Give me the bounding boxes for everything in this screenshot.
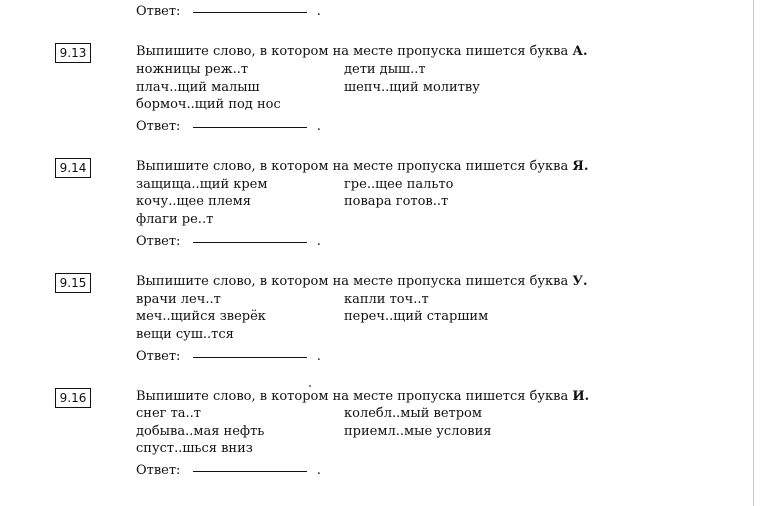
- word-option: снег та..т: [136, 406, 201, 421]
- question-letter: А.: [572, 44, 588, 59]
- word-option: приемл..мые условия: [344, 424, 492, 439]
- word-option: защища..щий крем: [136, 177, 268, 192]
- word-option: переч..щий старшим: [344, 309, 489, 324]
- answer-label: Ответ:: [136, 119, 181, 134]
- answer-row: [136, 233, 321, 251]
- answer-label: Ответ:: [136, 4, 181, 19]
- answer-blank[interactable]: [193, 242, 307, 243]
- question-letter: Я.: [572, 159, 589, 174]
- answer-end: .: [316, 234, 321, 249]
- question-text: Выпишите слово, в котором на месте пропуска пишется буква: [136, 44, 569, 59]
- task-question: [136, 43, 588, 61]
- answer-end: .: [316, 463, 321, 478]
- task-question: [136, 388, 589, 406]
- question-text: Выпишите слово, в котором на месте пропуска пишется буква: [136, 159, 569, 174]
- word-option: бормоч..щий под нос: [136, 97, 281, 112]
- word-option: врачи леч..т: [136, 292, 221, 307]
- answer-end: .: [316, 349, 321, 364]
- task-9-16: [0, 388, 760, 498]
- word-option: колебл..мый ветром: [344, 406, 482, 421]
- task-number-badge: 9.13: [55, 43, 91, 63]
- word-option: флаги ре..т: [136, 212, 214, 227]
- word-option: гре..щее пальто: [344, 177, 454, 192]
- answer-label: Ответ:: [136, 349, 181, 364]
- word-option: добыва..мая нефть: [136, 424, 265, 439]
- print-speck: [309, 385, 311, 387]
- answer-blank[interactable]: [193, 12, 307, 13]
- word-option: плач..щий малыш: [136, 80, 260, 95]
- task-number-badge: 9.16: [55, 388, 91, 408]
- question-letter: У.: [572, 274, 588, 289]
- word-option: шепч..щий молитву: [344, 80, 480, 95]
- answer-row: [136, 348, 321, 366]
- answer-row: [136, 462, 321, 480]
- answer-blank[interactable]: [193, 357, 307, 358]
- word-option: спуст..шься вниз: [136, 441, 253, 456]
- task-9-14: [0, 158, 760, 268]
- answer-blank[interactable]: [193, 127, 307, 128]
- task-number-badge: 9.14: [55, 158, 91, 178]
- task-question: [136, 273, 587, 291]
- word-option: капли точ..т: [344, 292, 429, 307]
- answer-label: Ответ:: [136, 463, 181, 478]
- word-option: дети дыш..т: [344, 62, 426, 77]
- word-option: повара готов..т: [344, 194, 449, 209]
- task-question: [136, 158, 588, 176]
- task-9-15: [0, 273, 760, 383]
- answer-label: Ответ:: [136, 234, 181, 249]
- word-option: кочу..щее племя: [136, 194, 251, 209]
- word-option: ножницы реж..т: [136, 62, 249, 77]
- word-option: меч..щийся зверёк: [136, 309, 266, 324]
- word-option: вещи суш..тся: [136, 327, 234, 342]
- task-number-badge: 9.15: [55, 273, 91, 293]
- answer-row: [136, 118, 321, 136]
- answer-row-top: [136, 3, 321, 21]
- question-letter: И.: [572, 389, 590, 404]
- answer-end: .: [316, 119, 321, 134]
- answer-blank[interactable]: [193, 471, 307, 472]
- answer-end: .: [316, 4, 321, 19]
- question-text: Выпишите слово, в котором на месте пропуска пишется буква: [136, 389, 569, 404]
- task-9-13: [0, 43, 760, 153]
- question-text: Выпишите слово, в котором на месте пропуска пишется буква: [136, 274, 569, 289]
